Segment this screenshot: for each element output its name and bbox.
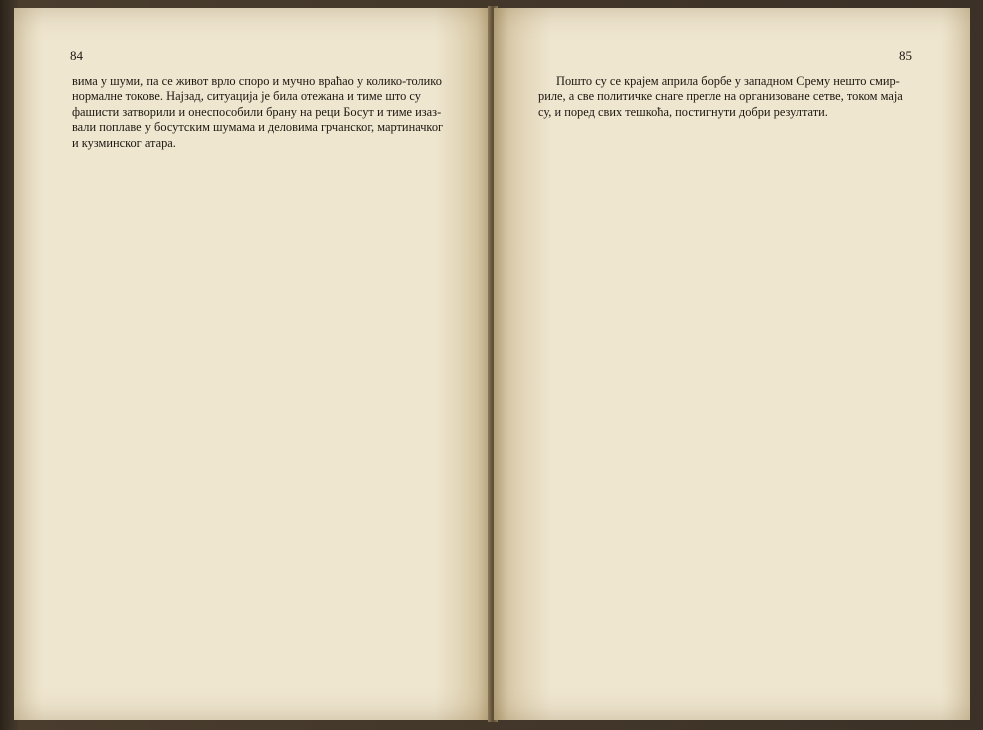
right-page xyxy=(494,8,970,720)
text-line: вали поплаве у босутским шумама и деловима грчанског, мартиначког xyxy=(72,120,444,135)
text-line: фашисти затворили и онеспособили брану на реци Босут и тиме изаз- xyxy=(72,104,442,119)
text-line: и кузминског атара. xyxy=(72,135,176,150)
text-line: су, и поред свих тешкоћа, постигнути добри резултати. xyxy=(538,104,828,119)
text-line: риле, а све политичке снаге прегле на организоване сетве, током маја xyxy=(538,89,903,104)
text-line: нормалне токове. Најзад, ситуација је била отежана и тиме што су xyxy=(72,89,421,104)
body-text xyxy=(72,74,470,151)
body-text xyxy=(538,74,942,120)
page-number: 85 xyxy=(899,48,912,63)
text-line: Пошто су се крајем априла борбе у западном Срему нешто смир- xyxy=(556,74,900,88)
left-page xyxy=(14,8,492,720)
text-line: вима у шуми, па се живот врло споро и мучно враћао у колико-толико xyxy=(72,74,442,88)
page-number: 84 xyxy=(70,48,83,63)
